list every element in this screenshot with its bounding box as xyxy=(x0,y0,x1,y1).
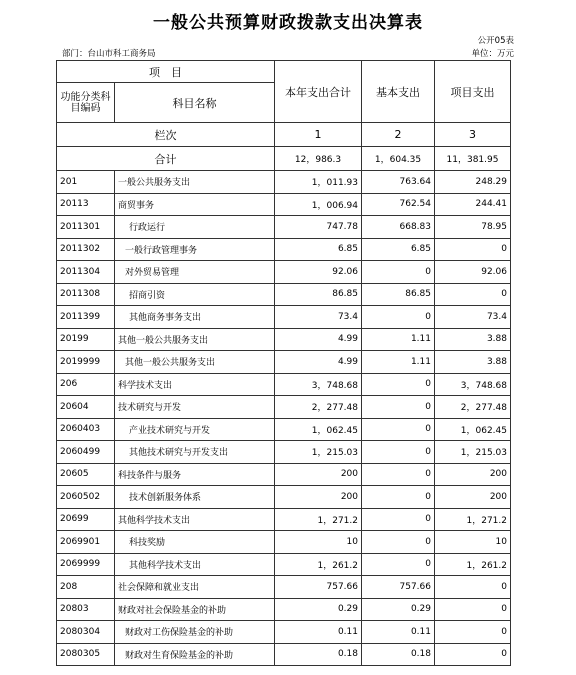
name-header: 科目名称 xyxy=(115,83,275,123)
table-row xyxy=(57,328,511,351)
items-header: 项 目 xyxy=(57,61,275,83)
row-name: 财政对社会保险基金的补助 xyxy=(115,598,275,621)
sum-total: 12，986.3 xyxy=(275,147,362,171)
row-project: 248.29 xyxy=(435,171,511,194)
row-basic: 0.18 xyxy=(362,643,435,666)
row-basic: 0 xyxy=(362,531,435,554)
table-row xyxy=(57,396,511,419)
row-total: 1，215.03 xyxy=(275,441,362,464)
row-name: 其他技术研究与开发支出 xyxy=(115,441,275,464)
row-basic: 762.54 xyxy=(362,193,435,216)
row-total: 1，006.94 xyxy=(275,193,362,216)
row-basic: 0 xyxy=(362,463,435,486)
row-total: 200 xyxy=(275,463,362,486)
row-name: 技术创新服务体系 xyxy=(115,486,275,509)
row-project: 10 xyxy=(435,531,511,554)
row-total: 1，062.45 xyxy=(275,418,362,441)
row-project: 0 xyxy=(435,643,511,666)
row-name: 行政运行 xyxy=(115,216,275,239)
row-basic: 757.66 xyxy=(362,576,435,599)
table-row xyxy=(57,261,511,284)
row-name: 其他科学技术支出 xyxy=(115,508,275,531)
row-basic: 0 xyxy=(362,396,435,419)
row-code: 2069999 xyxy=(57,553,115,576)
row-total: 92.06 xyxy=(275,261,362,284)
row-project: 3.88 xyxy=(435,351,511,374)
row-total: 1，011.93 xyxy=(275,171,362,194)
row-total: 747.78 xyxy=(275,216,362,239)
row-name: 技术研究与开发 xyxy=(115,396,275,419)
row-total: 1，271.2 xyxy=(275,508,362,531)
row-name: 其他商务事务支出 xyxy=(115,306,275,329)
sum-basic: 1，604.35 xyxy=(362,147,435,171)
row-code: 2011304 xyxy=(57,261,115,284)
row-basic: 0 xyxy=(362,261,435,284)
row-project: 3，748.68 xyxy=(435,373,511,396)
row-basic: 86.85 xyxy=(362,283,435,306)
row-code: 20113 xyxy=(57,193,115,216)
sum-label: 合计 xyxy=(57,147,275,171)
row-project: 200 xyxy=(435,486,511,509)
code-header: 功能分类科目编码 xyxy=(57,83,115,123)
row-code: 2011399 xyxy=(57,306,115,329)
row-name: 一般公共服务支出 xyxy=(115,171,275,194)
row-name: 其他科学技术支出 xyxy=(115,553,275,576)
col-project-header: 项目支出 xyxy=(435,61,511,123)
row-total: 0.29 xyxy=(275,598,362,621)
row-name: 招商引资 xyxy=(115,283,275,306)
department-label: 部门：台山市科工商务局 xyxy=(62,49,156,59)
row-project: 3.88 xyxy=(435,328,511,351)
form-number: 公开05表 xyxy=(477,36,514,46)
index-3: 3 xyxy=(435,123,511,147)
row-project: 2，277.48 xyxy=(435,396,511,419)
row-project: 78.95 xyxy=(435,216,511,239)
row-name: 一般行政管理事务 xyxy=(115,238,275,261)
row-total: 4.99 xyxy=(275,328,362,351)
row-name: 科技条件与服务 xyxy=(115,463,275,486)
row-code: 2060499 xyxy=(57,441,115,464)
row-basic: 0 xyxy=(362,508,435,531)
row-basic: 1.11 xyxy=(362,328,435,351)
row-code: 2060403 xyxy=(57,418,115,441)
table-row xyxy=(57,193,511,216)
row-basic: 763.64 xyxy=(362,171,435,194)
row-name: 产业技术研究与开发 xyxy=(115,418,275,441)
row-project: 200 xyxy=(435,463,511,486)
row-basic: 0.11 xyxy=(362,621,435,644)
row-total: 73.4 xyxy=(275,306,362,329)
table-row xyxy=(57,553,511,576)
table-row xyxy=(57,171,511,194)
row-name: 社会保障和就业支出 xyxy=(115,576,275,599)
row-total: 10 xyxy=(275,531,362,554)
row-project: 0 xyxy=(435,238,511,261)
row-code: 2060502 xyxy=(57,486,115,509)
row-index-label: 栏次 xyxy=(57,123,275,147)
row-name: 其他一般公共服务支出 xyxy=(115,351,275,374)
row-project: 1，215.03 xyxy=(435,441,511,464)
row-name: 科学技术支出 xyxy=(115,373,275,396)
row-project: 92.06 xyxy=(435,261,511,284)
row-total: 2，277.48 xyxy=(275,396,362,419)
row-total: 3，748.68 xyxy=(275,373,362,396)
row-code: 2011308 xyxy=(57,283,115,306)
table-row xyxy=(57,283,511,306)
row-code: 208 xyxy=(57,576,115,599)
row-name: 科技奖励 xyxy=(115,531,275,554)
index-2: 2 xyxy=(362,123,435,147)
row-total: 1，261.2 xyxy=(275,553,362,576)
index-1: 1 xyxy=(275,123,362,147)
row-code: 2011302 xyxy=(57,238,115,261)
row-project: 0 xyxy=(435,283,511,306)
table-row xyxy=(57,418,511,441)
row-code: 20699 xyxy=(57,508,115,531)
row-code: 20605 xyxy=(57,463,115,486)
table-row xyxy=(57,441,511,464)
row-code: 20199 xyxy=(57,328,115,351)
row-basic: 668.83 xyxy=(362,216,435,239)
table-row xyxy=(57,216,511,239)
table-row xyxy=(57,486,511,509)
col-total-header: 本年支出合计 xyxy=(275,61,362,123)
row-project: 1，062.45 xyxy=(435,418,511,441)
table-row xyxy=(57,576,511,599)
table-row xyxy=(57,508,511,531)
table-row xyxy=(57,463,511,486)
table-row xyxy=(57,621,511,644)
row-code: 2069901 xyxy=(57,531,115,554)
row-code: 20803 xyxy=(57,598,115,621)
table-row xyxy=(57,306,511,329)
row-code: 2011301 xyxy=(57,216,115,239)
table-row xyxy=(57,238,511,261)
row-code: 201 xyxy=(57,171,115,194)
report-title: 一般公共预算财政拨款支出决算表 xyxy=(153,13,423,33)
unit-label: 单位：万元 xyxy=(471,49,514,59)
row-code: 2080304 xyxy=(57,621,115,644)
row-project: 0 xyxy=(435,621,511,644)
col-basic-header: 基本支出 xyxy=(362,61,435,123)
table-row xyxy=(57,531,511,554)
row-basic: 0 xyxy=(362,441,435,464)
row-code: 2019999 xyxy=(57,351,115,374)
row-basic: 1.11 xyxy=(362,351,435,374)
row-basic: 0 xyxy=(362,486,435,509)
row-basic: 0 xyxy=(362,553,435,576)
table-row xyxy=(57,643,511,666)
row-name: 财政对工伤保险基金的补助 xyxy=(115,621,275,644)
row-name: 财政对生育保险基金的补助 xyxy=(115,643,275,666)
row-total: 4.99 xyxy=(275,351,362,374)
row-total: 0.11 xyxy=(275,621,362,644)
table-row xyxy=(57,373,511,396)
row-project: 244.41 xyxy=(435,193,511,216)
row-name: 商贸事务 xyxy=(115,193,275,216)
row-code: 2080305 xyxy=(57,643,115,666)
row-total: 757.66 xyxy=(275,576,362,599)
row-project: 1，261.2 xyxy=(435,553,511,576)
row-basic: 0.29 xyxy=(362,598,435,621)
row-basic: 6.85 xyxy=(362,238,435,261)
row-code: 20604 xyxy=(57,396,115,419)
row-code: 206 xyxy=(57,373,115,396)
sum-project: 11，381.95 xyxy=(435,147,511,171)
table-row xyxy=(57,351,511,374)
row-total: 6.85 xyxy=(275,238,362,261)
row-name: 其他一般公共服务支出 xyxy=(115,328,275,351)
row-basic: 0 xyxy=(362,373,435,396)
row-project: 1，271.2 xyxy=(435,508,511,531)
row-total: 86.85 xyxy=(275,283,362,306)
row-project: 73.4 xyxy=(435,306,511,329)
row-project: 0 xyxy=(435,576,511,599)
row-project: 0 xyxy=(435,598,511,621)
row-total: 0.18 xyxy=(275,643,362,666)
table-row xyxy=(57,598,511,621)
row-name: 对外贸易管理 xyxy=(115,261,275,284)
expenditure-table xyxy=(56,60,511,666)
row-total: 200 xyxy=(275,486,362,509)
row-basic: 0 xyxy=(362,418,435,441)
row-basic: 0 xyxy=(362,306,435,329)
